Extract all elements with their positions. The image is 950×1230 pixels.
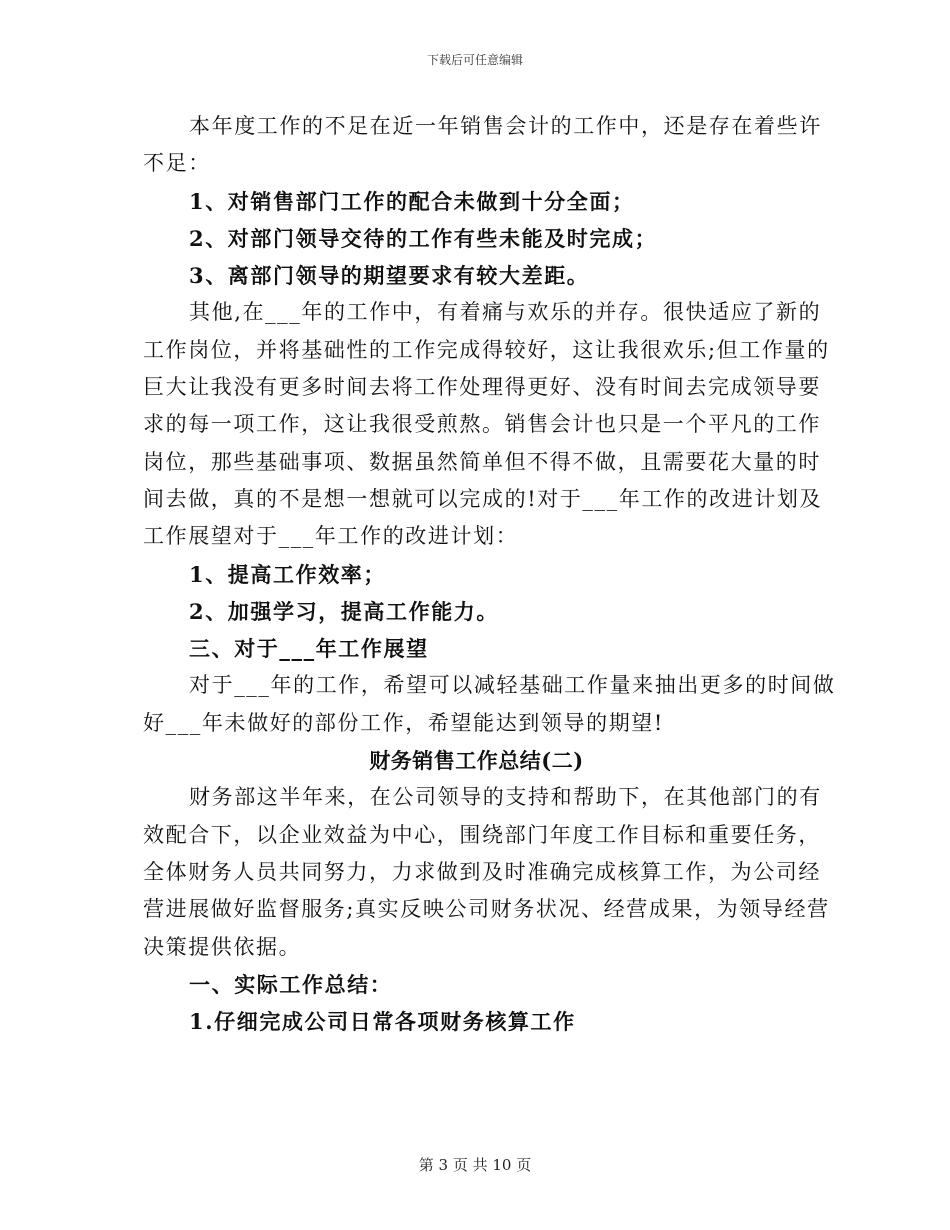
paragraph-line: 巨大让我没有更多时间去将工作处理得更好、没有时间去完成领导要: [143, 375, 821, 400]
list-item: 1、提高工作效率；: [189, 561, 387, 587]
paragraph-line: 决策提供依据。: [143, 934, 302, 959]
document-title: 财务销售工作总结(二): [369, 748, 584, 774]
list-item: 2、对部门领导交待的工作有些未能及时完成；: [189, 225, 658, 251]
paragraph-line: 求的每一项工作，这让我很受煎熬。销售会计也只是一个平凡的工作: [143, 412, 821, 437]
paragraph-line: 不足：: [143, 151, 211, 176]
page-header-note: 下载后可任意编辑: [426, 53, 523, 67]
paragraph-line: 全体财务人员共同努力，力求做到及时准确完成核算工作，为公司经: [143, 859, 821, 884]
paragraph-line: 营进展做好监督服务;真实反映公司财务状况、经营成果，为领导经营: [143, 897, 830, 922]
page-number: 第 3 页 共 10 页: [418, 1156, 532, 1174]
paragraph-line: 效配合下，以企业效益为中心，围绕部门年度工作目标和重要任务，: [143, 822, 821, 847]
paragraph-line: 工作展望对于___年工作的改进计划：: [143, 524, 519, 549]
paragraph-line: 岗位，那些基础事项、数据虽然简单但不得不做，且需要花大量的时: [143, 449, 821, 474]
section-heading: 一、实际工作总结：: [189, 971, 393, 997]
paragraph-line: 工作岗位，并将基础性的工作完成得较好，这让我很欢乐;但工作量的: [143, 337, 830, 362]
section-heading: 三、对于___年工作展望: [189, 636, 429, 662]
paragraph-line: 好___年未做好的部份工作，希望能达到领导的期望!: [143, 710, 664, 735]
document-body: [143, 108, 836, 1040]
paragraph-line: 本年度工作的不足在近一年销售会计的工作中，还是存在着些许: [189, 114, 822, 138]
list-item: 2、加强学习，提高工作能力。: [189, 598, 500, 624]
list-item: 1、对销售部门工作的配合未做到十分全面；: [189, 188, 635, 214]
paragraph-line: 其他,在___年的工作中，有着痛与欢乐的并存。很快适应了新的: [189, 300, 822, 325]
list-item: 3、离部门领导的期望要求有较大差距。: [189, 263, 590, 289]
paragraph-line: 财务部这半年来，在公司领导的支持和帮助下，在其他部门的有: [189, 785, 822, 810]
paragraph-line: 对于___年的工作，希望可以减轻基础工作量来抽出更多的时间做: [189, 673, 836, 698]
paragraph-line: 间去做，真的不是想一想就可以完成的!对于___年工作的改进计划及: [143, 486, 823, 511]
subsection-heading: 1.仔细完成公司日常各项财务核算工作: [189, 1009, 576, 1035]
